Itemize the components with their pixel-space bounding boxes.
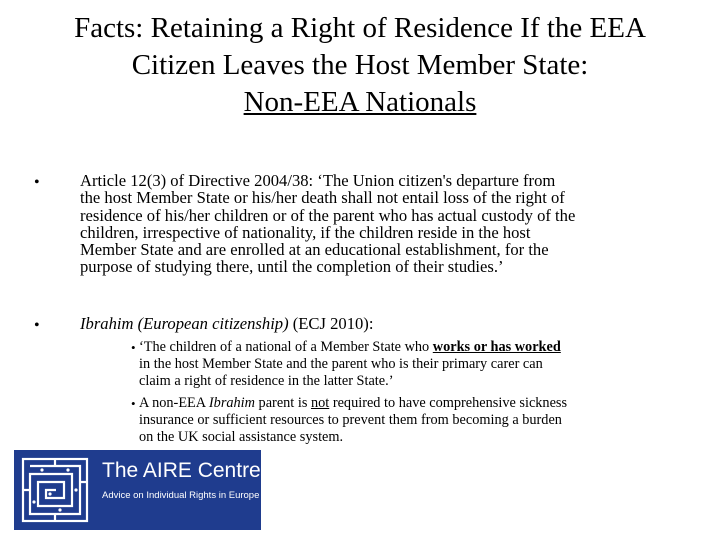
- bullet-2: •: [34, 317, 40, 334]
- sub-bullet-2: •: [131, 396, 136, 411]
- article-line-6: purpose of studying there, until the completion of their studies.’: [80, 257, 504, 277]
- bullet-1: •: [34, 174, 40, 191]
- logo-tagline: Advice on Individual Rights in Europe: [102, 490, 260, 501]
- title-line-1: Facts: Retaining a Right of Residence If the EEA: [74, 12, 646, 44]
- aire-centre-logo: [14, 450, 261, 530]
- article-line-1: Article 12(3) of Directive 2004/38: ‘The Union citizen's departure from: [80, 171, 556, 190]
- parent-post: required to have comprehensive sickness: [329, 395, 568, 411]
- quote-line-1: [139, 339, 704, 356]
- parent-line-1: [139, 395, 704, 412]
- article-line-5: Member State and are enrolled at an educational establishment, for the: [80, 240, 549, 260]
- ibrahim-quote: [139, 339, 704, 391]
- parent-pre: A non-EEA: [139, 395, 209, 411]
- case-name: Ibrahim (European citizenship): [80, 314, 289, 333]
- maze-icon: [20, 456, 90, 524]
- article-line-3: residence of his/her children or of the parent who has actual custody of the: [80, 205, 576, 225]
- ibrahim-case-heading: [80, 315, 690, 332]
- parent-line-3: on the UK social assistance system.: [139, 429, 344, 446]
- title-line-2: Citizen Leaves the Host Member State:: [131, 49, 589, 81]
- not-emphasis: not: [310, 395, 330, 411]
- non-eea-parent-text: [139, 395, 704, 447]
- article-12-3-text: [80, 172, 690, 276]
- quote-line-3: claim a right of residence in the latter State.’: [139, 373, 394, 390]
- ibrahim-name: Ibrahim: [208, 395, 255, 411]
- parent-line-2: insurance or sufficient resources to prevent them from becoming a burden: [139, 412, 562, 429]
- quote-pre: ‘The children of a national of a Member State who: [139, 339, 433, 355]
- works-emphasis: works or has worked: [432, 339, 561, 355]
- title-line-3: Non-EEA Nationals: [243, 86, 477, 118]
- logo-name: The AIRE Centre: [102, 459, 261, 482]
- article-line-2: the host Member State or his/her death shall not entail loss of the right of: [80, 188, 565, 208]
- slide-title: [20, 10, 700, 121]
- article-line-4: children, irrespective of nationality, if the children reside in the host: [80, 222, 531, 242]
- case-reference: (ECJ 2010):: [288, 314, 374, 333]
- quote-line-2: in the host Member State and the parent who is their primary carer can: [139, 356, 543, 373]
- sub-bullet-1: •: [131, 340, 136, 355]
- parent-mid: parent is: [254, 395, 311, 411]
